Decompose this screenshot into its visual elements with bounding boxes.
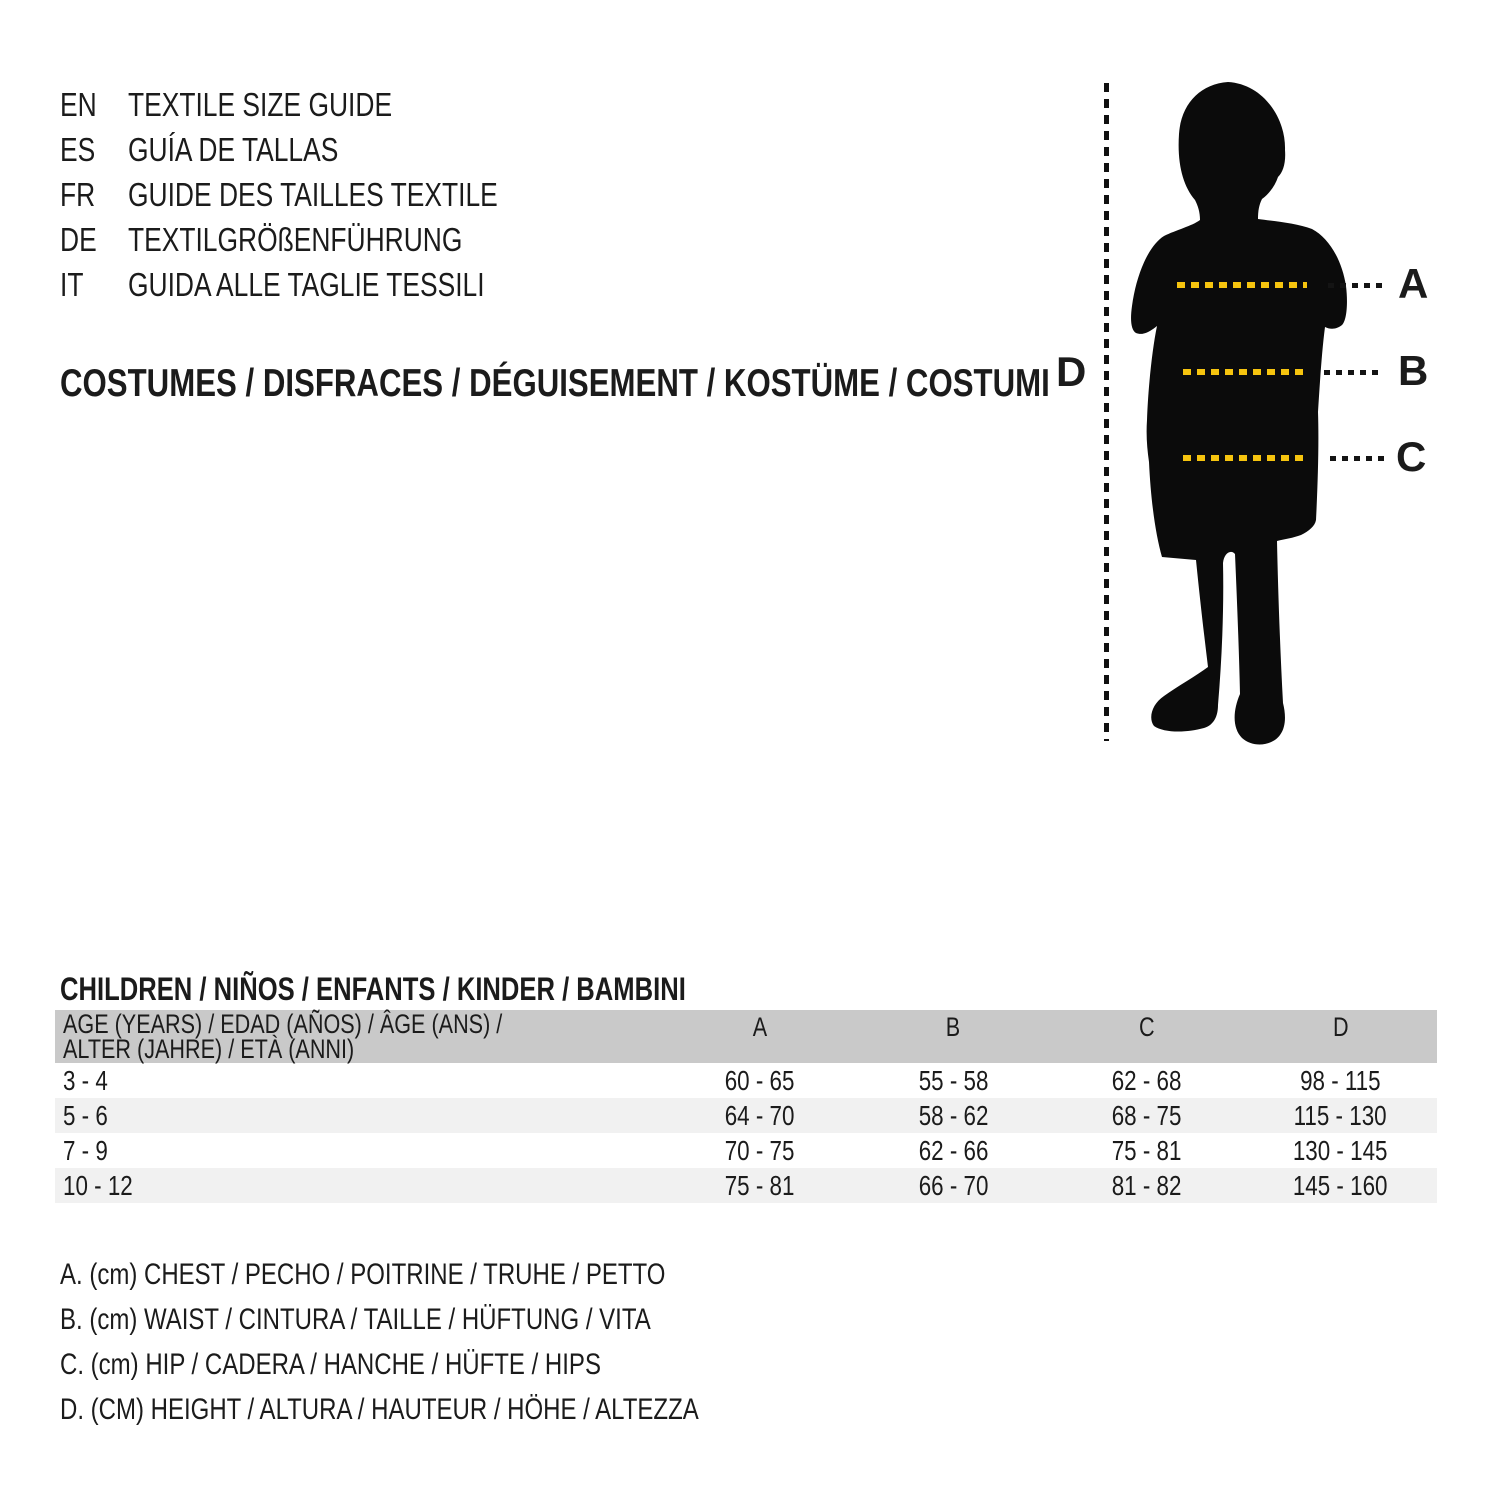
table-row — [55, 1133, 1437, 1168]
child-silhouette — [1120, 80, 1360, 750]
language-row-it — [60, 262, 590, 307]
hip-cell: 62 - 68 — [1111, 1064, 1182, 1096]
waist-cell: 55 - 58 — [918, 1064, 989, 1096]
language-row-es — [60, 127, 590, 172]
language-row-en — [60, 82, 590, 127]
table-row — [55, 1168, 1437, 1203]
guide-title-it: GUIDA ALLE TAGLIE TESSILI — [128, 265, 485, 303]
language-row-de — [60, 217, 590, 262]
chest-cell: 64 - 70 — [724, 1099, 795, 1131]
chest-cell: 75 - 81 — [724, 1169, 795, 1201]
guide-title-en: TEXTILE SIZE GUIDE — [128, 85, 393, 123]
age-range-cell: 10 - 12 — [63, 1169, 133, 1201]
age-range-cell: 3 - 4 — [63, 1064, 108, 1096]
legend-line-chest: A. (cm) CHEST / PECHO / POITRINE / TRUHE / PETTO — [60, 1257, 666, 1291]
language-title-list — [60, 82, 590, 307]
dimension-label-d: D — [1056, 348, 1087, 395]
dimension-label-a: A — [1398, 260, 1429, 307]
language-code: EN — [60, 85, 97, 123]
hip-measure-line — [1183, 455, 1307, 461]
measurement-legend — [60, 1252, 858, 1432]
height-cell: 130 - 145 — [1292, 1134, 1388, 1166]
language-code: DE — [60, 220, 97, 258]
dimension-label-b: B — [1398, 347, 1429, 394]
column-header-d: D — [1332, 1012, 1349, 1042]
legend-line-waist: B. (cm) WAIST / CINTURA / TAILLE / HÜFTUNG / VITA — [60, 1302, 651, 1336]
chest-leader-dots — [1328, 283, 1385, 288]
language-code: IT — [60, 265, 84, 303]
height-dimension-dashed-line — [1104, 83, 1109, 741]
waist-cell: 62 - 66 — [918, 1134, 989, 1166]
language-code: FR — [60, 175, 96, 213]
section-heading-children: CHILDREN / NIÑOS / ENFANTS / KINDER / BAMBINI — [60, 970, 686, 1007]
guide-title-es: GUÍA DE TALLAS — [128, 130, 339, 168]
chest-cell: 60 - 65 — [724, 1064, 795, 1096]
hip-cell: 68 - 75 — [1111, 1099, 1182, 1131]
table-row — [55, 1063, 1437, 1098]
height-cell: 115 - 130 — [1293, 1099, 1387, 1131]
age-range-cell: 7 - 9 — [63, 1134, 108, 1166]
hip-cell: 75 - 81 — [1111, 1134, 1182, 1166]
waist-cell: 58 - 62 — [918, 1099, 989, 1131]
guide-title-fr: GUIDE DES TAILLES TEXTILE — [128, 175, 498, 213]
language-code: ES — [60, 130, 96, 168]
waist-cell: 66 - 70 — [918, 1169, 989, 1201]
guide-title-de: TEXTILGRÖßENFÜHRUNG — [128, 220, 463, 258]
language-row-fr — [60, 172, 590, 217]
chest-cell: 70 - 75 — [724, 1134, 795, 1166]
height-cell: 145 - 160 — [1292, 1169, 1388, 1201]
children-size-table — [55, 1010, 1437, 1203]
age-range-cell: 5 - 6 — [63, 1099, 108, 1131]
hip-leader-dots — [1330, 456, 1384, 461]
waist-measure-line — [1183, 369, 1303, 375]
table-row — [55, 1098, 1437, 1133]
chest-measure-line — [1177, 282, 1307, 288]
column-header-a: A — [752, 1012, 768, 1042]
legend-line-height: D. (CM) HEIGHT / ALTURA / HAUTEUR / HÖHE / ALTEZZA — [60, 1392, 699, 1426]
waist-leader-dots — [1324, 370, 1382, 375]
hip-cell: 81 - 82 — [1111, 1169, 1182, 1201]
age-column-header: AGE (YEARS) / EDAD (AÑOS) / ÂGE (ANS) / ALTER (JAHRE) / ETÀ (ANNI) — [63, 1009, 503, 1064]
height-cell: 98 - 115 — [1299, 1064, 1381, 1096]
legend-line-hip: C. (cm) HIP / CADERA / HANCHE / HÜFTE / HIPS — [60, 1347, 601, 1381]
dimension-label-c: C — [1396, 433, 1427, 480]
column-header-c: C — [1138, 1012, 1155, 1042]
category-title: COSTUMES / DISFRACES / DÉGUISEMENT / KOSTÜME / COSTUMI — [60, 362, 1050, 406]
column-header-b: B — [946, 1012, 961, 1042]
table-header-row — [55, 1010, 1437, 1063]
